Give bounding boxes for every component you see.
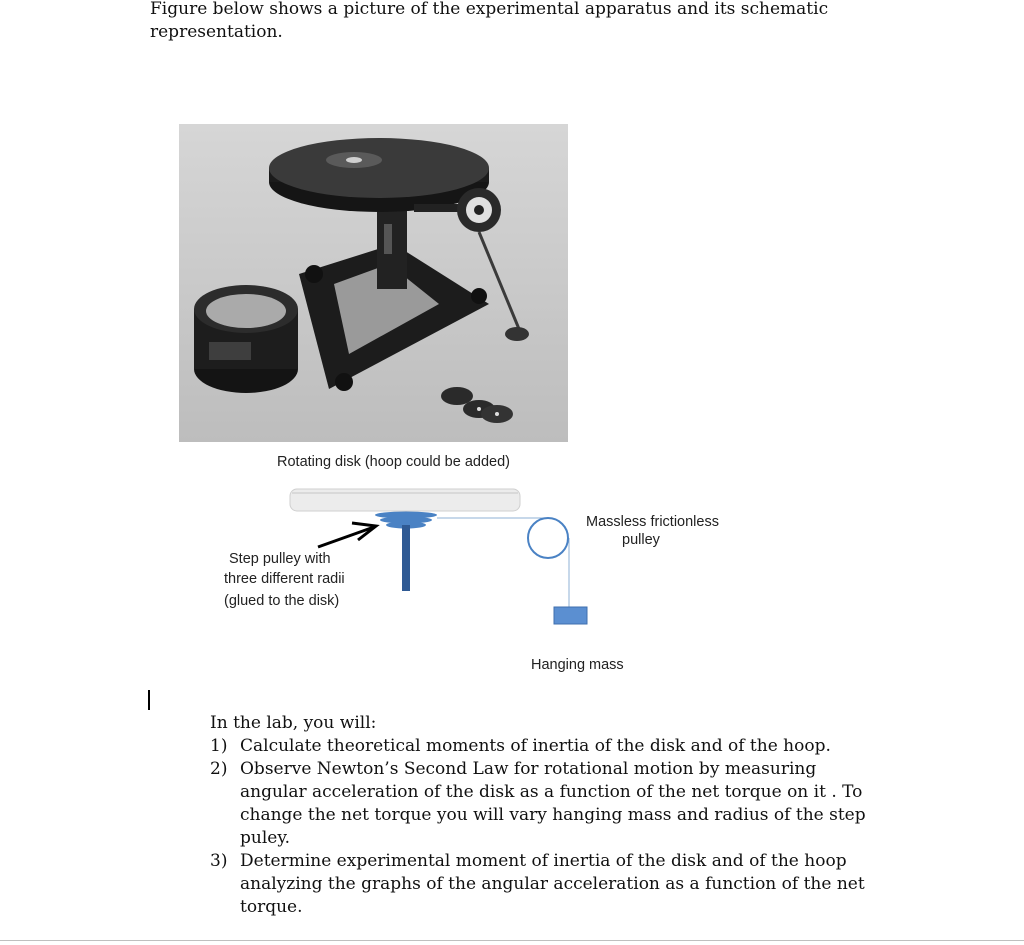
lab-heading: In the lab, you will: — [210, 713, 377, 733]
list-item: 2) Observe Newton’s Second Law for rotational motion by measuring angular acceleration of the disk as a function of the net torque on it . To change the net torque you will vary hanging mass and radius of the step puley. — [210, 759, 866, 848]
hoop — [194, 285, 298, 393]
schematic-disk — [290, 489, 520, 511]
text-cursor — [148, 690, 150, 710]
rotating-disk — [269, 138, 489, 212]
intro-line-1: Figure below shows a picture of the experimental apparatus and its schematic — [150, 0, 829, 19]
step-pulley-label: Step pulley with three different radii (glued to the disk) — [224, 551, 345, 609]
lab-list — [210, 735, 890, 919]
schematic-hanging-mass — [554, 607, 587, 624]
lab-section — [210, 712, 890, 919]
list-item: 1) Calculate theoretical moments of inertia of the disk and of the hoop. — [210, 736, 831, 756]
page-bottom-rule — [0, 940, 1024, 941]
pulley-label: Massless frictionless pulley — [586, 514, 719, 548]
schematic-pulley — [528, 518, 568, 558]
intro-paragraph — [150, 0, 850, 44]
pointer-arrow — [318, 523, 376, 547]
hanging-mass-label: Hanging mass — [531, 657, 624, 673]
schematic-axle — [402, 525, 410, 591]
apparatus-photo — [179, 124, 568, 442]
intro-line-2: representation. — [150, 22, 283, 42]
list-item: 3) Determine experimental moment of inertia of the disk and of the hoop analyzing the graphs of the angular acceleration as a function of the net torque. — [210, 851, 865, 917]
photo-caption: Rotating disk (hoop could be added) — [277, 454, 510, 470]
